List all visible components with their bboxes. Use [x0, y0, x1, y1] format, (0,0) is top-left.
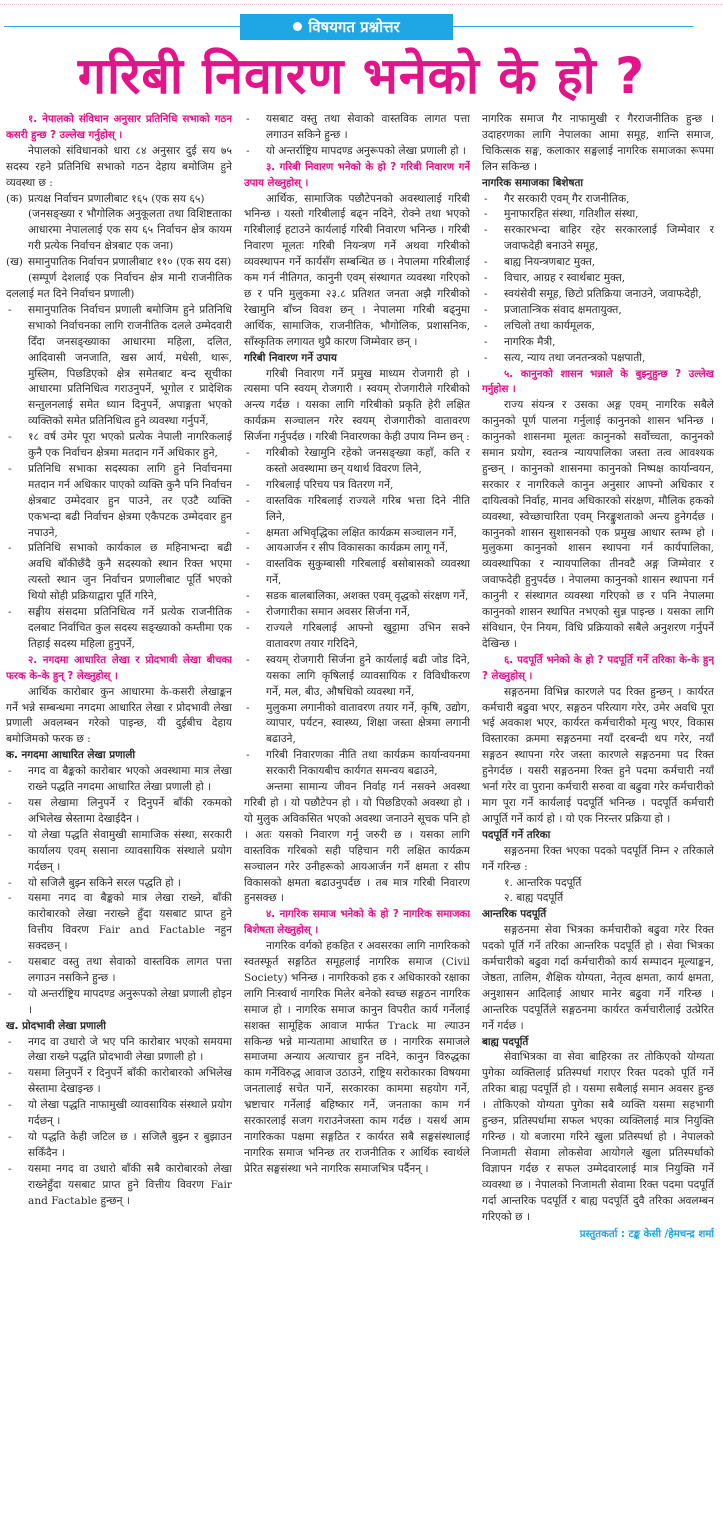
question-6: ६. पदपूर्ति भनेको के हो ? पदपूर्ति गर्ने तरिका के-के हुन् ? लेख्नुहोस् ।	[482, 654, 714, 682]
list-item-kha	[6, 255, 232, 271]
numbered-item: २. बाह्य पदपूर्ति	[504, 892, 564, 905]
bullet-item: - प्रतिनिधि सभाका सदस्यका लागि हुने निर्वाचनमा मतदान गर्न अधिकार पाएको व्यक्ति कुनै पनि निर्वाचन क्षेत्रबाट उम्मेदवार हुन पाउने, तर एउटै व्यक्ति एकभन्दा बढी निर्वाचन क्षेत्रमा एकैपटक उम्मेदवार हुन नपाउने,	[6, 462, 232, 542]
bullet-item: - यसबाट वस्तु तथा सेवाको वास्तविक लागत पत्ता लगाउन नसकिने हुन्छ ।	[6, 955, 232, 987]
bullet-item: - सडक बालबालिका, अशक्त एवम् वृद्धको संरक्षण गर्ने,	[244, 589, 470, 605]
question-5: ५. कानुनको शासन भन्नाले के बुझ्नुहुन्छ ? उल्लेख गर्नुहोस ।	[482, 368, 714, 396]
bullet-item: - सत्य, न्याय तथा जनतन्त्रको पक्षपाती,	[482, 351, 714, 367]
list-text: समानुपातिक निर्वाचन प्रणालीबाट ११० (एक सय दस)	[28, 256, 232, 269]
bullet-item: - मुनाफारहित संस्था, गतिशील संस्था,	[482, 207, 714, 223]
bullet-item: - वास्तविक सुकुम्बासी गरिबलाई बसोबासको व्यवस्था गर्ने,	[244, 557, 470, 589]
paragraph: आर्थिक, सामाजिक पछौटेपनको अवस्थालाई गरिबी भनिन्छ । यस्तो गरिबीलाई बढ्न नदिने, रोक्ने तथा भएको गरिबीलाई हटाउने कार्यलाई गरिबी निवारण भनिन्छ । गरिबी निवारण मूलतः गरिबी नियन्त्रण गर्ने अथवा गरिबीको व्यवस्थापन गर्ने कार्यसँग सम्बन्धित छ । नेपालमा गरिबीलाई कम गर्न नीतिगत, कानुनी एवम् संस्थागत व्यवस्था गरिएको छ र पनि मुलुकमा २३.८ प्रतिशत जनता अझै गरिबीको रेखामुनि बाँच्न विवश छन् । नेपालमा गरिबी बढ्नुमा आर्थिक, सामाजिक, राजनीतिक, भौगोलिक, प्रशासनिक, साँस्कृतिक लगायत थुप्रै कारण जिम्मेवार छन् ।	[244, 192, 470, 348]
paragraph: सङ्गठनमा सेवा भित्रका कर्मचारीको बढुवा गरेर रिक्त पदको पूर्ति गर्ने तरिका आन्तरिक पदपूर्ति हो । सेवा भित्रका कर्मचारीको बढुवा गर्दा कर्मचारीको कार्य सम्पादन मूल्याङ्कन, जेष्ठता, तालिम, शैक्षिक योग्यता, नेतृत्व क्षमता, कार्य क्षमता, अनुशासन आदिलाई आधार मानेर बढुवा गर्ने गरिन्छ । आन्तरिक पदपूर्तिले सङ्गठनमा कार्यरत कर्मचारीलाई उत्प्रेरित गर्ने गर्दछ ।	[482, 924, 714, 1032]
paragraph: सङ्गठनमा विभिन्न कारणले पद रिक्त हुन्छन् । कार्यरत कर्मचारी बढुवा भएर, सङ्गठन परित्याग गरेर, उमेर अवधि पूरा भई अवकाश भएर, कार्यरत कर्मचारीको मृत्यु भएर, विकास विस्तारका क्रममा सङ्गठनमा नयाँ दरबन्दी थप गरेर, नयाँ सङ्गठन स्थापना गरेर जस्ता कारणले सङ्गठनमा पद रिक्त हुनेगर्दछ । यसरी सङ्गठनमा रिक्त हुने पदमा कर्मचारी नयाँ भर्ना गरेर वा पुराना कर्मचारी सरुवा वा बढुवा गरेर कर्मचारीको माग पूरा गर्ने कार्यलाई पदपूर्ति भनिन्छ । पदपूर्ति कर्मचारी आपूर्ति गर्ने कार्य हो । यो एक निरन्तर प्रक्रिया हो ।	[482, 685, 714, 825]
banner-rule-right	[453, 26, 693, 27]
column-1	[6, 112, 232, 1517]
bullet-item: - सङ्घीय संसदमा प्रतिनिधित्व गर्ने प्रत्येक राजनीतिक दलबाट निर्वाचित कुल सदस्य सङ्ख्याको कम्तीमा एक तिहाई सदस्य महिला हुनुपर्ने,	[6, 605, 232, 653]
question-4: ४. नागरिक समाज भनेको के हो ? नागरिक समाजका बिशेषता लेख्नुहोस् ।	[244, 909, 470, 937]
note: (जनसङ्ख्या र भौगोलिक अनुकूलता तथा विशिष्टताका आधारमा नेपाललाई एक सय ६५ निर्वाचन क्षेत्र कायम गरी प्रत्येक निर्वाचन क्षेत्रबाट एक जना)	[28, 208, 232, 253]
bullet-item: - यो पद्धति केही जटिल छ । सजिलै बुझ्न र बुझाउन सकिँदैन ।	[6, 1130, 232, 1162]
subheading: क. नगदमा आधारित लेखा प्रणाली	[6, 749, 136, 762]
section-banner	[240, 14, 453, 40]
bullet-item: - प्रजातान्त्रिक संवाद क्षमतायुक्त,	[482, 303, 714, 319]
bullet-item: - गरिबीको रेखामुनि रहेको जनसङ्ख्या कहाँ, कति र कस्तो अवस्थामा छन् यथार्थ विवरण लिने,	[244, 446, 470, 478]
bullet-item: - क्षमता अभिवृद्धिका लक्षित कार्यक्रम सञ्चालन गर्ने,	[244, 526, 470, 542]
author-credit: प्रस्तुतकर्ता : टङ्क केसी /हेमचन्द्र शर्मा	[579, 1229, 714, 1241]
subheading: पदपूर्ति गर्ने तरिका	[482, 828, 551, 841]
bullet-item: - बाह्य नियन्त्रणबाट मुक्त,	[482, 255, 714, 271]
question-1: १. नेपालको संविधान अनुसार प्रतिनिधि सभाको गठन कसरी हुन्छ ? उल्लेख गर्नुहोस् ।	[6, 114, 232, 141]
list-key: (ख)	[6, 256, 23, 269]
section-banner-row	[0, 14, 723, 40]
paragraph: नेपालको संविधानको धारा ८४ अनुसार दुई सय ७५ सदस्य रहने प्रतिनिधि सभाको गठन देहाय बमोजिम हुने व्यवस्था छ :	[6, 144, 232, 189]
bullet-item: - समानुपातिक निर्वाचन प्रणाली बमोजिम हुने प्रतिनिधि सभाको निर्वाचनका लागि राजनीतिक दलले उम्मेदवारी दिँदा जनसङ्ख्याका आधारमा महिला, दलित, आदिवासी जनजाति, खस आर्य, मधेसी, थारू, मुस्लिम, पिछडिएको क्षेत्र समेतबाट बन्द सूचीका आधारमा प्रतिनिधित्व गराउनुपर्ने, भूगोल र प्रादेशिक सन्तुलनलाई समेत ध्यान दिनुपर्ने, अपाङ्गता भएको व्यक्तिको समेत प्रतिनिधित्व हुने व्यवस्था गर्नुपर्ने,	[6, 303, 232, 430]
subheading: आन्तरिक पदपूर्ति	[482, 908, 547, 921]
note: (सम्पूर्ण देशलाई एक निर्वाचन क्षेत्र मानी राजनीतिक दललाई मत दिने निर्वाचन प्रणाली)	[6, 272, 232, 300]
bullet-dot-icon	[293, 22, 302, 31]
column-3	[482, 112, 714, 1517]
bullet-item: - यो लेखा पद्धति सेवामुखी सामाजिक संस्था, सरकारी कार्यालय एवम् ससाना व्यावसायिक संस्थाले प्रयोग गर्दछन् ।	[6, 828, 232, 876]
bullet-item: - यसबाट वस्तु तथा सेवाको वास्तविक लागत पत्ता लगाउन सकिने हुन्छ ।	[244, 112, 470, 144]
bullet-item: - प्रतिनिधि सभाको कार्यकाल छ महिनाभन्दा बढी अवधि बाँकीछँदै कुनै सदस्यको स्थान रिक्त भएमा त्यस्तो स्थान जुन निर्वाचन प्रणालीबाट पूर्ति भएको थियो सोही प्रक्रियाद्वारा पूर्ति गरिने,	[6, 541, 232, 605]
paragraph: सेवाभित्रका वा सेवा बाहिरका तर तोकिएको योग्यता पुगेका व्यक्तिलाई प्रतिस्पर्धा गराएर रिक्त पदको पूर्ति गर्ने तरिका बाह्य पदपूर्ति हो । यसमा सबैलाई समान अवसर हुन्छ । तोकिएको योग्यता पुगेका सबै व्यक्ति यसमा सहभागी हुन्छन, प्रतिस्पर्धामा सफल भएका व्यक्तिलाई मात्र नियुक्ति गरिन्छ । यो बजारमा गरिने खुला प्रतिस्पर्धा हो । नेपालको निजामती सेवामा लोकसेवा आयोगले खुला प्रतिस्पर्धाको विज्ञापन गर्दछ र सफल उम्मेदवारलाई मात्र नियुक्ति गर्ने व्यवस्था छ । नेपालको निजामती सेवामा रिक्त पदमा पदपूर्ति गर्दा आन्तरिक पदपूर्ति र बाह्य पदपूर्ति दुवै तरिका अवलम्बन गरिएको छ ।	[482, 1051, 714, 1223]
bullet-item: - यो सजिलै बुझ्न सकिने सरल पद्धति हो ।	[6, 876, 232, 892]
paragraph: सङ्गठनमा रिक्त भएका पदको पदपूर्ति निम्न २ तरिकाले गर्ने गरिन्छ :	[482, 844, 714, 873]
bullet-item: - राज्यले गरिबलाई आफ्नो खुट्टामा उभिन सक्ने वातावरण तयार गरिदिने,	[244, 621, 470, 653]
bullet-item: - विचार, आग्रह र स्वार्थबाट मुक्त,	[482, 271, 714, 287]
bullet-item: - गरिबी निवारणका नीति तथा कार्यक्रम कार्यान्वयनमा सरकारी निकायबीच कार्यगत समन्वय बढाउने,	[244, 748, 470, 780]
bullet-item: - गरिबलाई परिचय पत्र वितरण गर्ने,	[244, 478, 470, 494]
subheading: ख. प्रोदभावी लेखा प्रणाली	[6, 1019, 106, 1032]
bullet-item: - नगद वा बैङ्कको कारोबार भएको अवस्थामा मात्र लेखा राख्ने पद्धति नगदमा आधारित लेखा प्रणाली हो ।	[6, 764, 232, 796]
subheading: बाह्य पदपूर्ति	[482, 1035, 529, 1048]
paragraph: नागरिक समाज गैर नाफामुखी र गैरराजनीतिक हुन्छ । उदाहरणका लागि नेपालका आमा समूह, शान्ति समाज, चिकित्सक सङ्घ, कलाकार सङ्घलाई नागरिक समाजका रूपमा लिन सकिन्छ ।	[482, 113, 714, 173]
bullet-item: - लचिलो तथा कार्यमूलक,	[482, 319, 714, 335]
bullet-item: - नागरिक मैत्री,	[482, 335, 714, 351]
paragraph: आर्थिक कारोबार कुन आधारमा के-कसरी लेखाङ्कन गर्ने भन्ने सम्बन्धमा नगदमा आधारित लेखा र प्रोदभावी लेखा प्रणाली अवलम्बन गरेको पाइन्छ, यी दुईबीच देहाय बमोजिमको फरक छ :	[6, 685, 232, 746]
bullet-item: - नगद वा उधारो जे भए पनि कारोबार भएको समयमा लेखा राख्ने पद्धति प्रोदभावी लेखा प्रणाली हो ।	[6, 1035, 232, 1067]
question-2: २. नगदमा आधारित लेखा र प्रोदभावी लेखा बीचका फरक के-के हुन् ? लेख्नुहोस् ।	[6, 654, 232, 682]
bullet-item: - यस लेखामा लिनुपर्ने र दिनुपर्ने बाँकी रकमको अभिलेख स्रेस्तामा देखाईदैन ।	[6, 796, 232, 828]
bullet-item: - यो लेखा पद्धति नाफामुखी व्यावसायिक संस्थाले प्रयोग गर्दछन् ।	[6, 1098, 232, 1130]
bullet-item: - यो अन्तर्राष्ट्रिय मापदण्ड अनुरूपको लेखा प्रणाली होइन ।	[6, 987, 232, 1019]
numbered-item: १. आन्तरिक पदपूर्ति	[504, 876, 582, 889]
list-key: (क)	[6, 192, 23, 205]
subheading: गरिबी निवारण गर्ने उपाय	[244, 351, 337, 364]
paragraph: राज्य संयन्त्र र उसका अङ्ग एवम् नागरिक सबैले कानुनको पूर्ण पालना गर्नुलाई कानुनको शासन भनिन्छ । कानुनको शासनमा मूलतः कानुनको सर्वोच्चता, कानुनको समान प्रयोग, स्वतन्त्र न्यायपालिका जस्ता तत्व आवश्यक हुन्छन् । कानुनको शासनमा कानुनको निष्पक्ष कार्यान्वयन, सरकार र नागरिकले कानुन अनुसार आफ्नो अधिकार र दायित्वको निर्वाह, मानव अधिकारको संरक्षण, मौलिक हकको व्यवस्था, स्वेच्छाचारिता एवम् निरङ्कुशताको अन्त्य हुनेगर्दछ । कानुनको शासन सुशासनको एक प्रमुख आधार स्तम्भ हो । मुलुकमा कानुनको शासन स्थापना गर्न कार्यपालिका, व्यवस्थापिका र न्यायपालिका तीनवटै अङ्ग जिम्मेवार र जवाफदेही हुनुपर्दछ । नेपालमा कानुनको शासन स्थापना गर्न कानुनी र संस्थागत व्यवस्था गरिएको छ र पनि नेपालमा कानुनको शासन स्थापित नभएको सुन्न पाइन्छ । यसका लागि संविधान, ऐन नियम, विधि प्रक्रियाको सबैले अनुशरण गर्नुपर्ने देखिन्छ ।	[482, 399, 714, 650]
question-3: ३. गरिबी निवारण भनेको के हो ? गरिबी निवारण गर्ने उपाय लेख्नुहोस् ।	[244, 161, 470, 189]
bullet-item: - स्वयम् रोजगारी सिर्जना हुने कार्यलाई बढी जोड दिने, यसका लागि कृषिलाई व्यावसायिक र विविधीकरण गर्ने, मल, बीउ, औषधिको व्यवस्था गर्ने,	[244, 653, 470, 701]
bullet-item: - स्वयंसेवी समूह, छिटो प्रतिक्रिया जनाउने, जवाफदेही,	[482, 287, 714, 303]
list-item-ka	[6, 192, 232, 208]
bullet-item: - यसमा नगद वा उधारो बाँकी सबै कारोबारको लेखा राख्नेहुँदा यसबाट प्राप्त हुने वित्तीय विवरण Fair and Factable हुन्छन् ।	[6, 1162, 232, 1210]
paragraph: अन्तमा सामान्य जीवन निर्वाह गर्न नसक्ने अवस्था गरिबी हो । यो पछौटेपन हो । यो पिछडिएको अवस्था हो । यो मुलुक अविकसित भएको अवस्था जनाउने सूचक पनि हो । अतः यसको निवारण गर्नु जरुरी छ । यसका लागि वास्तविक गरिबको सही पहिचान गरी लक्षित कार्यक्रम सञ्चालन गरेर उनीहरूको आयआर्जन गर्ने क्षमता र सीप विकासको क्षमता बढाउनुपर्दछ । तब मात्र गरिबी निवारण हुनसक्छ ।	[244, 781, 470, 905]
bullet-item: - मुलुकमा लगानीको वातावरण तयार गर्ने, कृषि, उद्योग, व्यापार, पर्यटन, स्वास्थ्य, शिक्षा जस्ता क्षेत्रमा लगानी बढाउने,	[244, 701, 470, 749]
section-label: विषयगत प्रश्नोत्तर	[308, 18, 400, 36]
bullet-item: - १८ वर्ष उमेर पूरा भएको प्रत्येक नेपाली नागरिकलाई कुनै एक निर्वाचन क्षेत्रमा मतदान गर्ने अधिकार हुने,	[6, 430, 232, 462]
banner-rule-left	[4, 26, 240, 27]
article-columns	[6, 112, 718, 1517]
bullet-item: - आयआर्जन र सीप विकासका कार्यक्रम लागू गर्ने,	[244, 541, 470, 557]
paragraph: गरिबी निवारण गर्ने प्रमुख माध्यम रोजगारी हो । त्यसमा पनि स्वयम् रोजगारी । स्वयम् रोजगारीले गरिबीको अन्त्य गर्दछ । यसका लागि गरिबीको प्रकृति हेरी लक्षित कार्यक्रम सञ्चालन गरेर स्वयम् रोजगारीको वातावरण सिर्जना गर्नुपर्दछ । गरिबी निवारणका केही उपाय निम्न छन् :	[244, 367, 470, 444]
bullet-item: - यो अन्तर्राष्ट्रिय मापदण्ड अनुरूपको लेखा प्रणाली हो ।	[244, 144, 470, 160]
bullet-item: - वास्तविक गरिबलाई राज्यले गरिब भत्ता दिने नीति लिने,	[244, 494, 470, 526]
column-2	[244, 112, 470, 1517]
paragraph: नागरिक वर्गको हकहित र अवसरका लागि नागरिकको स्वतस्फूर्त सङ्गठित समूहलाई नागरिक समाज (Civil Society) भनिन्छ । नागरिकको हक र अधिकारको रक्षाका लागि निःस्वार्थ नागरिक मिलेर बनेको स्वच्छ सङ्गठन नागरिक समाज हो । नागरिक समाज कानुन विपरीत कार्य गर्नेलाई सशक्त सामूहिक आवाज मार्फत Track मा ल्याउन सकिन्छ भन्ने मान्यतामा आधारित छ । नागरिक समाजले समाजमा अन्याय अत्याचार हुन नदिने, कानुन विरुद्धका काम गर्नेविरुद्ध आवाज उठाउने, राष्ट्रिय सरोकारका विषयमा जनतालाई सचेत पार्ने, सरकारका काममा सहयोग गर्ने, भ्रष्टाचार गर्नेलाई बहिष्कार गर्ने, जनताका काम गर्न सरकारलाई सजग गराउनेजस्ता काम गर्दछ । यसर्थ आम नागरिकका पक्षमा सङ्गठित र कार्यरत सबै सङ्घसंस्थालाई नागरिक समाज भनिन्छ तर राजनीतिक र आर्थिक स्वार्थले प्रेरित सङ्घसंस्था भने नागरिक समाजभित्र पर्दैनन् ।	[244, 940, 470, 1175]
subheading: नागरिक समाजका बिशेषता	[482, 176, 584, 189]
bullet-item: - यसमा नगद वा बैङ्कको मात्र लेखा राख्ने, बाँकी कारोबारको लेखा नराख्ने हुँदा यसबाट प्राप्त हुने वित्तीय विवरण Fair and Factable नहुन सक्दछन् ।	[6, 891, 232, 955]
bullet-item: - यसमा लिनुपर्ने र दिनुपर्ने बाँकी कारोबारको अभिलेख स्रेस्तामा देखाइन्छ ।	[6, 1066, 232, 1098]
bullet-item: - सरकारभन्दा बाहिर रहेर सरकारलाई जिम्मेवार र जवाफदेही बनाउने समूह,	[482, 223, 714, 255]
bullet-item: - गैर सरकारी एवम् गैर राजनीतिक,	[482, 192, 714, 208]
list-text: प्रत्यक्ष निर्वाचन प्रणालीबाट १६५ (एक सय ६५)	[28, 192, 205, 205]
bullet-item: - रोजगारीका समान अवसर सिर्जना गर्ने,	[244, 605, 470, 621]
top-dotted-rule	[0, 4, 723, 5]
page-headline: गरिबी निवारण भनेको के हो ?	[77, 47, 646, 105]
